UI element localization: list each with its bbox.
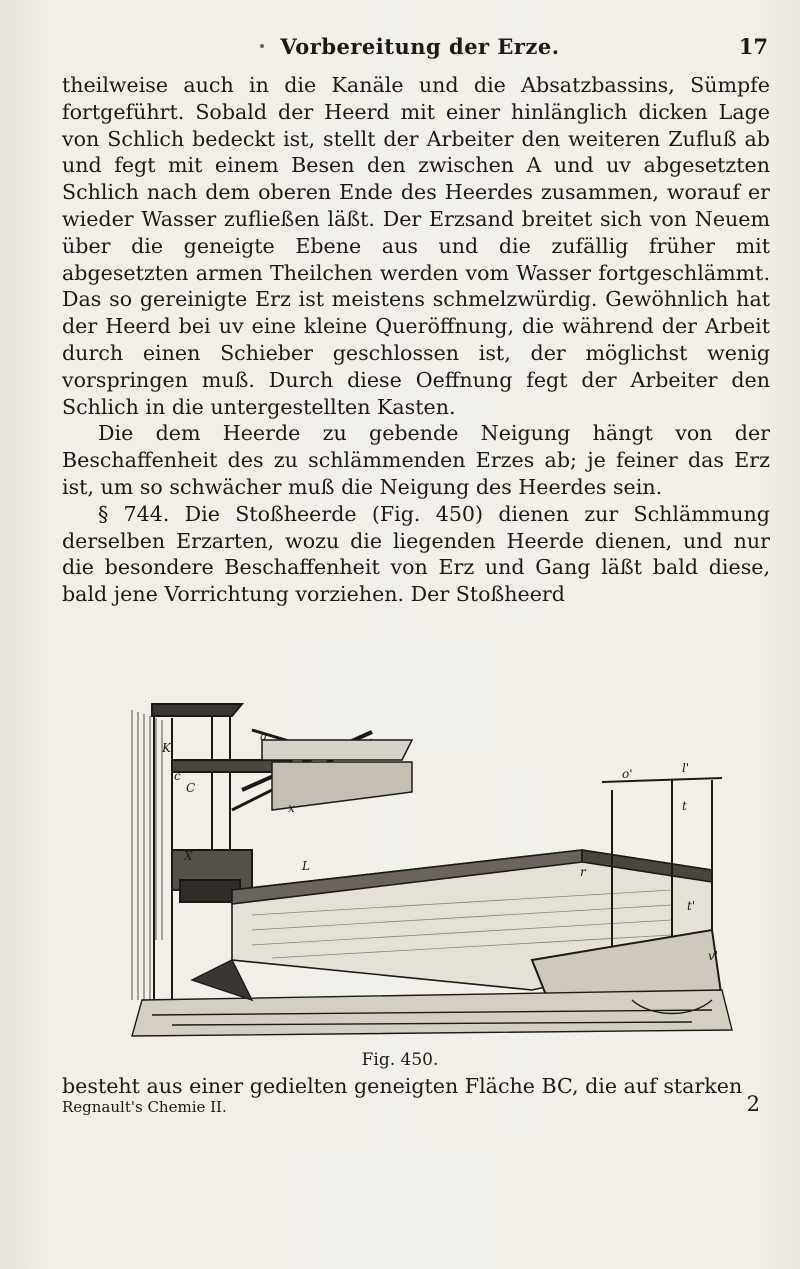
label-t: t: [682, 799, 687, 813]
page-number: 17: [738, 34, 768, 59]
page-header: [60, 34, 780, 66]
figure-caption: Fig. 450.: [361, 1050, 439, 1070]
label-l-prime: l': [682, 761, 690, 775]
label-L: L: [302, 859, 310, 873]
signature-mark: 2: [746, 1092, 760, 1116]
signature-line: Regnault's Chemie II.: [62, 1098, 227, 1116]
hatching: [132, 710, 162, 1000]
body-text: [62, 72, 770, 608]
label-t-prime: t': [687, 899, 696, 913]
label-o-prime: o': [622, 767, 633, 781]
label-x: x: [288, 801, 295, 815]
upper-chute: [262, 740, 412, 810]
label-r: r: [580, 865, 586, 879]
paragraph: Die dem Heerde zu gebende Neigung hängt von der Beschaffenheit des zu schlämmenden Erzes ab; je feiner das Erz ist, um so schwächer muß die Neigung des Heerdes sein.: [62, 421, 770, 499]
paragraph: theilweise auch in die Kanäle und die Absatzbassins, Sümpfe fortgeführt. Sobald der Heerd mit einer hinlänglich dicken Lage von Schlich bedeckt ist, stellt der Arbeiter den weiteren Zufluß ab und fegt mit einem Besen den zwischen A und uv abgesetzten Schlich nach dem oberen Ende des Heerdes zusammen, worauf er wieder Wasser zufließen läßt. Der Erzsand breitet sich von Neuem über die geneigte Ebene aus und die zufällig früher mit abgesetzten armen Theilchen werden vom Wasser fortgeschlämmt. Das so gereinigte Erz ist meistens schmelzwürdig. Gewöhnlich hat der Heerd bei uv eine kleine Queröffnung, die während der Arbeit durch einen Schieber geschlossen ist, der möglichst wenig vorspringen muß. Durch diese Oeffnung fegt der Arbeiter den Schlich in die untergestellten Kasten.: [62, 73, 770, 419]
label-a: a: [260, 729, 268, 743]
page-footer: [62, 1092, 762, 1124]
label-K: K: [162, 741, 171, 755]
paragraph: § 744. Die Stoßheerde (Fig. 450) dienen zur Schlämmung derselben Erzarten, wozu die liegenden Heerde dienen, und nur die besondere Beschaffenheit von Erz und Gang läßt bald diese, bald jene Vorrichtung vorziehen. Der Stoßheerd: [62, 501, 770, 607]
label-C: C: [186, 781, 196, 795]
stossheerd-illustration: [112, 700, 740, 1048]
label-v-prime: v': [708, 949, 719, 963]
running-title: Vorbereitung der Erze.: [280, 34, 560, 59]
label-c: c: [174, 769, 181, 783]
label-X: X: [184, 849, 193, 863]
continuation-line: besteht aus einer gedielten geneigten Fläche BC, die auf starken: [62, 1074, 743, 1098]
figure-engraving: [112, 700, 740, 1048]
